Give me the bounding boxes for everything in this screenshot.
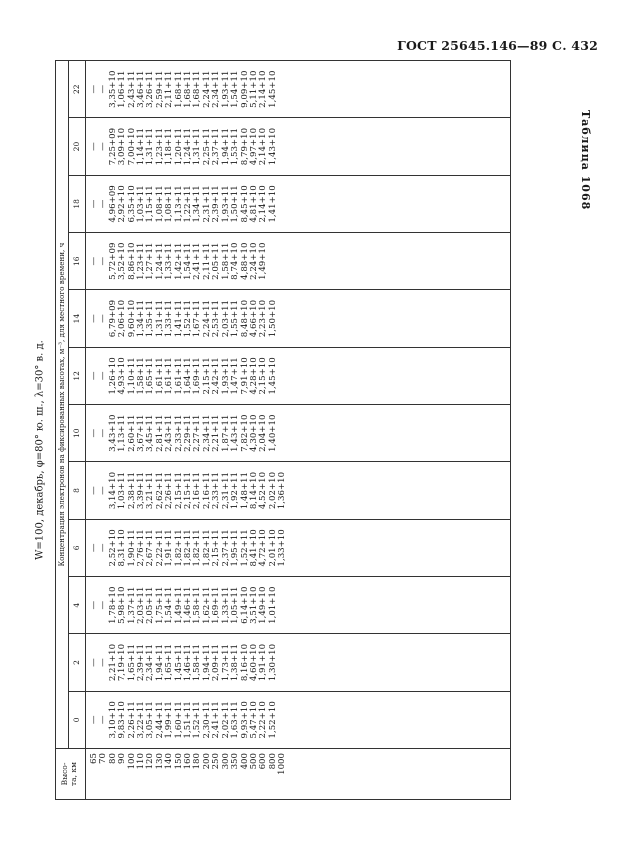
concentration-header: Концентрация электронов на фиксированных высотах, м⁻³, для местного времени, ч xyxy=(56,61,69,749)
height-values-cell: 65 70 80 90 100 110 120 130 140 150 160 180 200 250 300 350 400 500 600 800 1000 xyxy=(86,749,511,800)
hour-header-10: 10 xyxy=(69,405,86,462)
table-parameters: W=100, декабрь, φ=80° ю. ш., λ=30° в. д. xyxy=(34,340,46,560)
column-values-8: — — 3,14+10 1,03+11 2,38+11 3,39+11 3,21+11 2,62+11 2,26+11 2,15+11 2,15+11 2,16+11 2,16+11 2,33+11 2,31+11 1,92+11 1,48+11 8,14+10 4,52+10 2,02+10 1,36+10 xyxy=(86,462,511,519)
height-column-header: Высо- та, км xyxy=(56,749,86,800)
hour-header-2: 2 xyxy=(69,634,86,691)
table-label: Таблица 1068 xyxy=(579,110,592,211)
hour-header-row xyxy=(69,61,86,800)
column-values-18: — — 4,96+09 2,92+10 6,35+10 1,03+11 1,15+11 1,08+11 1,08+11 1,13+11 1,22+11 1,34+11 2,31+11 2,39+11 1,93+11 1,50+11 8,45+10 4,81+10 2,14+10 1,41+10 xyxy=(86,175,511,232)
column-values-2: — — 2,21+10 7,19+10 1,65+11 2,39+11 2,34+11 1,94+11 1,65+11 1,45+11 1,46+11 1,58+11 1,94+11 2,09+11 1,73+11 1,38+11 8,16+10 4,60+10 1,91+10 1,30+10 xyxy=(86,634,511,691)
rotated-table-container xyxy=(55,60,585,800)
hour-header-22: 22 xyxy=(69,61,86,118)
column-values-12: — — 1,26+10 4,93+10 1,10+11 1,58+11 1,65+11 1,61+11 1,61+11 1,61+11 1,64+11 1,69+11 2,15+11 2,42+11 1,93+11 1,47+11 7,91+10 4,28+10 2,15+10 1,45+10 xyxy=(86,347,511,404)
column-values-4: — — 1,78+10 5,98+10 1,37+11 2,03+11 2,05+11 1,75+11 1,54+11 1,49+11 1,46+11 1,58+11 1,62+11 1,69+11 1,33+11 1,05+11 6,14+10 3,51+10 1,49+10 1,01+10 xyxy=(86,577,511,634)
hour-header-8: 8 xyxy=(69,462,86,519)
electron-concentration-table xyxy=(55,60,511,800)
hour-header-20: 20 xyxy=(69,118,86,175)
hour-header-6: 6 xyxy=(69,519,86,576)
column-values-10: — — 3,43+10 1,13+11 2,60+11 3,67+11 3,45+11 2,81+11 2,43+11 2,33+11 2,29+11 2,27+11 2,34+11 2,21+11 1,87+11 1,43+11 7,82+10 4,30+10 2,04+10 1,40+10 xyxy=(86,405,511,462)
column-values-6: — — 2,52+10 8,31+10 1,90+11 2,76+11 2,67+11 2,22+11 1,91+11 1,82+11 1,82+11 1,82+11 1,82+11 2,15+11 2,37+11 1,95+11 1,52+11 8,41+10 4,72+10 2,01+10 1,33+10 xyxy=(86,519,511,576)
hour-header-12: 12 xyxy=(69,347,86,404)
column-values-14: — — 6,79+09 2,06+10 9,60+10 1,34+11 1,35+11 1,31+11 1,33+11 1,41+11 1,52+11 1,67+11 2,24+11 2,53+11 2,03+11 1,55+11 8,48+10 4,66+10 2,23+10 1,50+10 xyxy=(86,290,511,347)
column-values-20: — — 7,25+09 3,09+10 7,00+10 1,14+11 1,31+11 1,23+11 1,18+11 1,20+11 1,24+11 1,31+11 2,25+11 2,37+11 1,94+11 1,53+11 8,79+10 4,97+10 2,14+10 1,43+10 xyxy=(86,118,511,175)
hour-header-4: 4 xyxy=(69,577,86,634)
table-body-row xyxy=(86,61,511,800)
column-values-0: — — 3,10+10 9,83+10 2,26+11 3,22+11 3,05+11 2,44+11 1,99+11 1,60+11 1,51+11 1,52+11 2,30+11 2,41+11 2,02+11 1,63+11 9,93+10 5,47+10 2,22+10 1,52+10 xyxy=(86,691,511,748)
hour-header-18: 18 xyxy=(69,175,86,232)
hour-header-16: 16 xyxy=(69,233,86,290)
hour-header-14: 14 xyxy=(69,290,86,347)
column-values-22: — — 3,35+10 1,06+11 2,43+11 3,46+11 3,26+11 2,59+11 2,11+11 1,68+11 1,68+11 1,68+11 2,24+11 2,34+11 1,93+11 1,54+11 9,09+10 5,11+10 2,14+10 1,45+10 xyxy=(86,61,511,118)
page-header: ГОСТ 25645.146—89 С. 432 xyxy=(397,38,598,53)
column-values-16: — — 5,72+09 3,52+10 8,86+10 1,23+11 1,27+11 1,24+11 1,33+11 1,42+11 1,54+11 2,41+11 2,11+11 2,05+11 1,58+11 8,74+10 4,88+10 2,24+10 1,49+10 xyxy=(86,233,511,290)
hour-header-0: 0 xyxy=(69,691,86,748)
